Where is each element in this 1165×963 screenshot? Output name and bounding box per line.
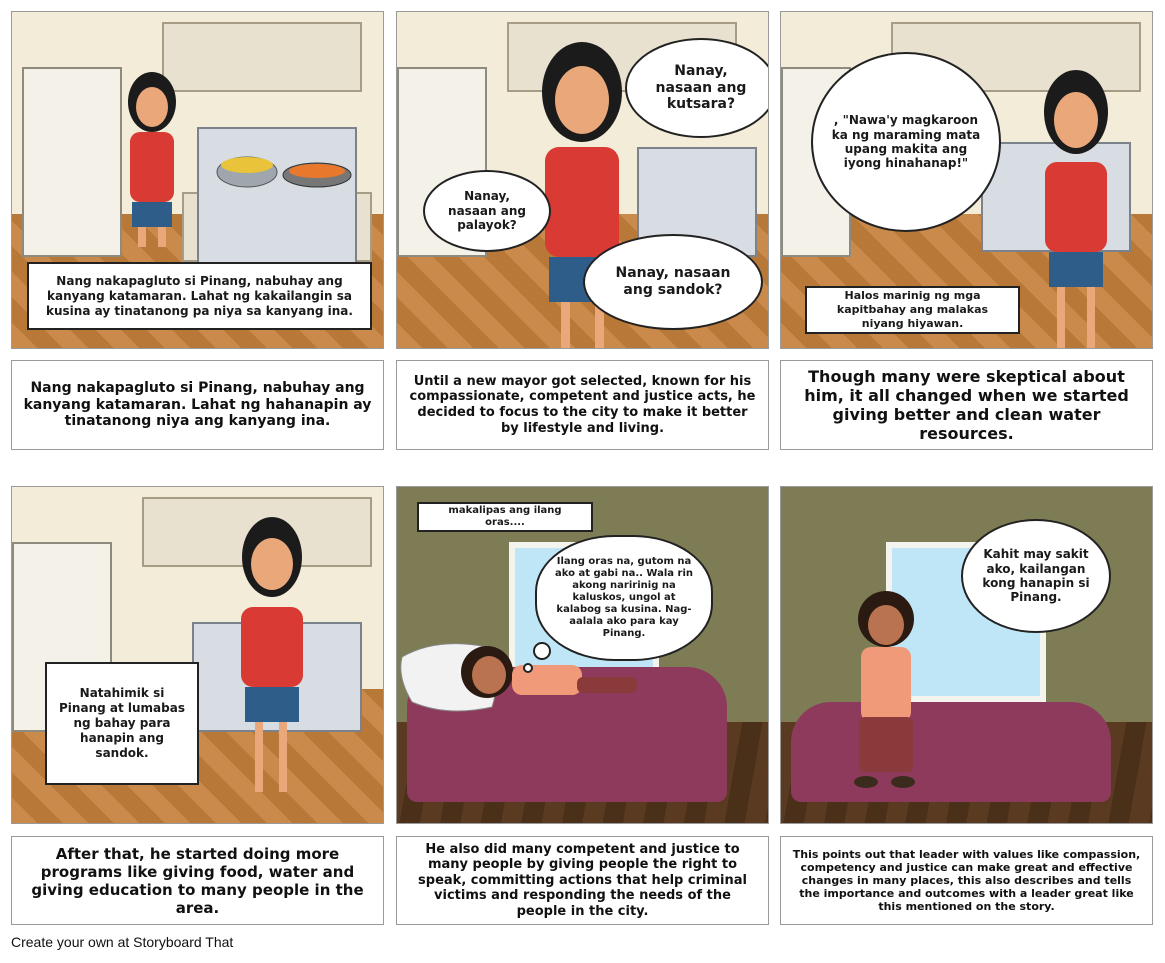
panel-5 bbox=[396, 486, 769, 824]
refrigerator bbox=[22, 67, 122, 257]
caption-5: He also did many competent and justice to many people by giving people the right to speak, committing actions that help criminal victims and responding the needs of the people in the city. bbox=[396, 836, 769, 925]
speech-bubble-hanapin: Kahit may sakit ako, kailangan kong hanapin si Pinang. bbox=[961, 519, 1111, 633]
caption-3: Though many were skeptical about him, it all changed when we started giving better and clean water resources. bbox=[780, 360, 1153, 450]
narration-box: Nang nakapagluto si Pinang, nabuhay ang kanyang katamaran. Lahat ng kakailangin sa kusina ay tinatanong pa niya sa kanyang ina. bbox=[27, 262, 372, 330]
speech-bubble-palayok: Nanay, nasaan ang palayok? bbox=[423, 170, 551, 252]
panel-2 bbox=[396, 11, 769, 349]
bed bbox=[791, 702, 1111, 802]
panel-3 bbox=[780, 11, 1153, 349]
footer-credit[interactable]: Create your own at Storyboard That bbox=[11, 934, 234, 950]
thought-bubble: Ilang oras na, gutom na ako at gabi na.. Wala rin akong naririnig na kaluskos, ungol at kalabog sa kusina. Nag-aalala ako para kay Pinang. bbox=[535, 535, 713, 661]
caption-4: After that, he started doing more programs like giving food, water and giving education to many people in the area. bbox=[11, 836, 384, 925]
pinang-character bbox=[227, 512, 317, 802]
thought-dot-small bbox=[523, 663, 533, 673]
speech-bubble-sandok: Nanay, nasaan ang sandok? bbox=[583, 234, 763, 330]
caption-1: Nang nakapagluto si Pinang, nabuhay ang kanyang katamaran. Lahat ng hahanapin ay tinatanong niya ang kanyang ina. bbox=[11, 360, 384, 450]
narration-box: Halos marinig ng mga kapitbahay ang malakas niyang hiyawan. bbox=[805, 286, 1020, 334]
narration-box: Natahimik si Pinang at lumabas ng bahay para hanapin ang sandok. bbox=[45, 662, 199, 785]
cooking-pots bbox=[207, 147, 367, 197]
thought-dot-large bbox=[533, 642, 551, 660]
caption-6: This points out that leader with values like compassion, competency and justice can make great and effective changes in many places, this also describes and tells the importance and outcomes with a leader great like this mentioned on the story. bbox=[780, 836, 1153, 925]
upper-cabinet bbox=[162, 22, 362, 92]
time-caption-box: makalipas ang ilang oras.... bbox=[417, 502, 593, 532]
panel-1 bbox=[11, 11, 384, 349]
pinang-character bbox=[112, 62, 192, 252]
speech-bubble-wish: , "Nawa'y magkaroon ka ng maraming mata upang makita ang iyong hinahanap!" bbox=[811, 52, 1001, 232]
caption-2: Until a new mayor got selected, known for his compassionate, competent and justice acts, he decided to focus to the city to make it better by lifestyle and living. bbox=[396, 360, 769, 450]
mother-sitting-character bbox=[841, 587, 931, 797]
speech-bubble-kutsara: Nanay, nasaan ang kutsara? bbox=[625, 38, 769, 138]
panel-4 bbox=[11, 486, 384, 824]
panel-6 bbox=[780, 486, 1153, 824]
mother-character bbox=[1031, 62, 1121, 349]
